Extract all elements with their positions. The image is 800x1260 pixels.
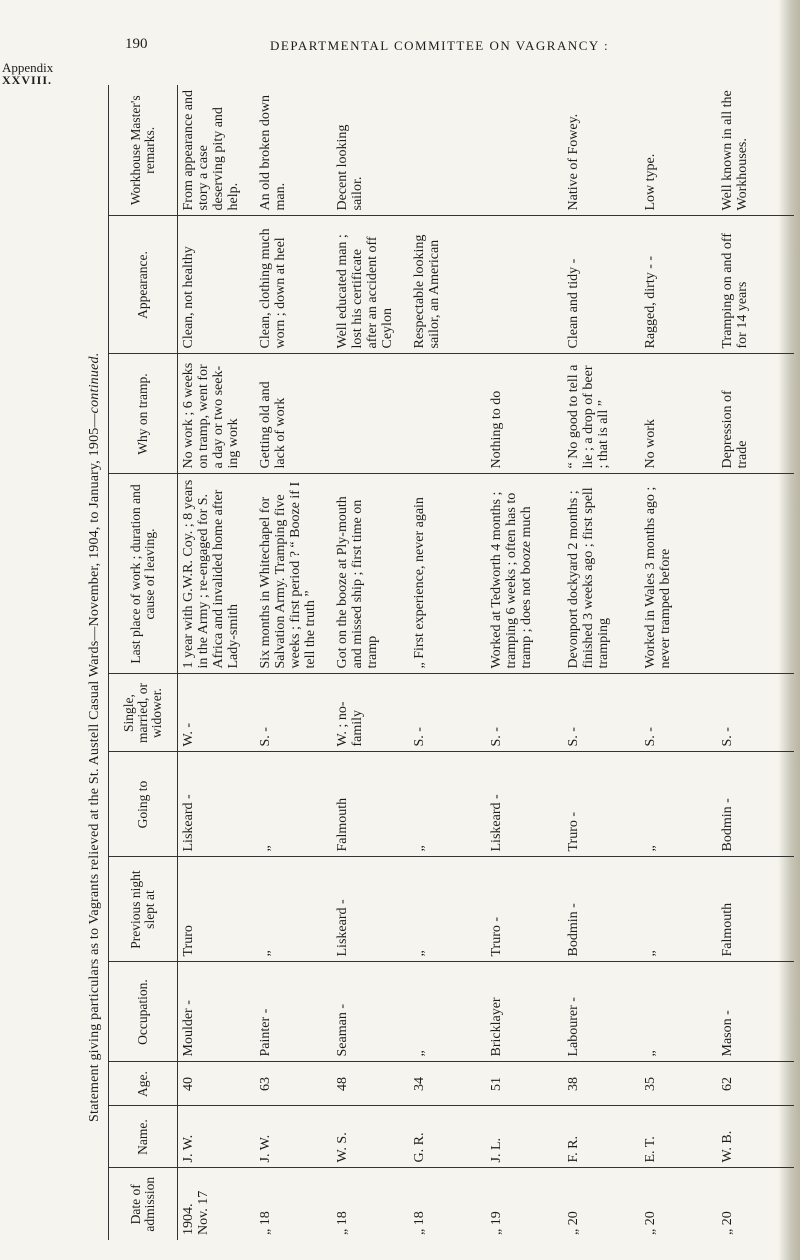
cell-going: „	[255, 752, 332, 857]
cell-why: No work	[640, 354, 717, 474]
cell-name: E. T.	[640, 1106, 717, 1168]
cell-appearance: Clean and tidy -	[563, 216, 640, 354]
cell-remarks	[486, 85, 563, 216]
cell-why	[409, 354, 486, 474]
cell-remarks: Low type.	[640, 85, 717, 216]
cell-appearance: Ragged, dirty - -	[640, 216, 717, 354]
cell-why: Getting old and lack of work	[255, 354, 332, 474]
cell-status: W. -	[178, 674, 255, 752]
cell-remarks: Well known in all the Workhouses.	[717, 85, 794, 216]
cell-age: 34	[409, 1062, 486, 1106]
cell-occupation: Seaman -	[332, 962, 409, 1062]
cell-age: 63	[255, 1062, 332, 1106]
table-row	[717, 85, 794, 1240]
cell-status: S. -	[255, 674, 332, 752]
cell-date: 1904. Nov. 17	[181, 1190, 211, 1235]
running-head: DEPARTMENTAL COMMITTEE ON VAGRANCY :	[270, 38, 610, 53]
cell-previous: Falmouth	[717, 857, 794, 962]
cell-going: „	[409, 752, 486, 857]
caption-continued: continued.	[87, 352, 102, 414]
table-row	[640, 85, 717, 1240]
cell-work: Six months in Whitechapel for Salvation Army. Tramping five weeks ; first period ? “ Booze if I tell the truth ”	[255, 474, 332, 674]
cell-name: F. R.	[563, 1106, 640, 1168]
cell-remarks	[409, 85, 486, 216]
cell-work: Got on the booze at Ply-mouth and missed ship ; first time on tramp	[332, 474, 409, 674]
col-header-name: Name.	[109, 1106, 178, 1168]
cell-name: W. S.	[332, 1106, 409, 1168]
cell-appearance: Tramping on and off for 14 years	[717, 216, 794, 354]
page-number: 190	[125, 36, 148, 52]
table-row	[563, 85, 640, 1240]
cell-date: „ 18	[257, 1211, 273, 1235]
cell-date: „ 18	[411, 1211, 427, 1235]
cell-name: J. W.	[255, 1106, 332, 1168]
cell-appearance: Respectable looking sailor, an American	[409, 216, 486, 354]
cell-appearance: Well educated man ; lost his certificate after an accident off Ceylon	[332, 216, 409, 354]
table-caption	[87, 42, 103, 1122]
col-header-work: Last place of work ; duration and cause of leaving.	[109, 474, 178, 674]
col-header-why: Why on tramp.	[109, 354, 178, 474]
cell-remarks: From appearance and story a case deserving pity and help.	[178, 85, 255, 216]
col-header-date: Date of admission	[109, 1168, 178, 1240]
cell-work: Worked in Wales 3 months ago ; never tramped before	[640, 474, 717, 674]
cell-status: S. -	[486, 674, 563, 752]
cell-name: G. R.	[409, 1106, 486, 1168]
col-header-status: Single, married, or widower.	[109, 674, 178, 752]
cell-work	[717, 474, 794, 674]
caption-main: Statement giving particulars as to Vagrants relieved at the St. Austell Casual Wards—November, 1904, to January, 1905—	[87, 413, 102, 1122]
cell-why	[332, 354, 409, 474]
cell-previous: „	[409, 857, 486, 962]
cell-age: 35	[640, 1062, 717, 1106]
cell-going: Liskeard -	[486, 752, 563, 857]
cell-going: Liskeard -	[178, 752, 255, 857]
appendix-number: XXVIII.	[2, 73, 53, 87]
vagrants-table	[108, 85, 788, 1240]
table-row	[255, 85, 332, 1240]
cell-work: Worked at Tedworth 4 months ; tramping 6 weeks ; often has to tramp ; does not booze much	[486, 474, 563, 674]
col-header-age: Age.	[109, 1062, 178, 1106]
cell-previous: Liskeard -	[332, 857, 409, 962]
cell-date: „ 20	[565, 1211, 581, 1235]
table-row	[178, 85, 255, 1240]
col-header-previous: Previous night slept at	[109, 857, 178, 962]
cell-remarks: Native of Fowey.	[563, 85, 640, 216]
cell-previous: Truro -	[486, 857, 563, 962]
cell-status: S. -	[409, 674, 486, 752]
cell-name: J. L.	[486, 1106, 563, 1168]
table-row	[332, 85, 409, 1240]
cell-occupation: Mason -	[717, 962, 794, 1062]
cell-name: W. B.	[717, 1106, 794, 1168]
cell-age: 51	[486, 1062, 563, 1106]
cell-appearance: Clean, clothing much worn ; down at heel	[255, 216, 332, 354]
cell-why: “ No good to tell a lie ; a drop of beer ; that is all ”	[563, 354, 640, 474]
cell-age: 38	[563, 1062, 640, 1106]
cell-going: „	[640, 752, 717, 857]
cell-why: Depression of trade	[717, 354, 794, 474]
cell-work: Devonport dockyard 2 months ; finished 3 weeks ago ; first spell tramping	[563, 474, 640, 674]
table-row	[486, 85, 563, 1240]
cell-date: „ 20	[642, 1211, 658, 1235]
cell-occupation: Labourer -	[563, 962, 640, 1062]
cell-previous: „	[255, 857, 332, 962]
cell-going: Falmouth	[332, 752, 409, 857]
cell-going: Bodmin -	[717, 752, 794, 857]
cell-remarks: Decent looking sailor.	[332, 85, 409, 216]
cell-appearance	[486, 216, 563, 354]
cell-occupation: Moulder -	[178, 962, 255, 1062]
cell-status: S. -	[717, 674, 794, 752]
cell-age: 48	[332, 1062, 409, 1106]
cell-name: J. W.	[178, 1106, 255, 1168]
cell-age: 62	[717, 1062, 794, 1106]
table-header-row	[109, 85, 178, 1240]
cell-date: „ 19	[488, 1211, 504, 1235]
cell-why: Nothing to do	[486, 354, 563, 474]
cell-work: 1 year with G.W.R. Coy. ; 8 years in the Army ; re-engaged for S. Africa and invalided home after Lady-smith	[178, 474, 255, 674]
cell-occupation: Bricklayer	[486, 962, 563, 1062]
cell-status: S. -	[640, 674, 717, 752]
cell-previous: „	[640, 857, 717, 962]
cell-occupation: „	[409, 962, 486, 1062]
vagrants-table-grid	[108, 85, 794, 1240]
cell-status: W. ; no-family	[332, 674, 409, 752]
cell-age: 40	[178, 1062, 255, 1106]
table-row	[409, 85, 486, 1240]
cell-occupation: „	[640, 962, 717, 1062]
cell-appearance: Clean, not healthy	[178, 216, 255, 354]
cell-date: „ 20	[719, 1211, 735, 1235]
appendix-label	[2, 62, 53, 86]
cell-previous: Bodmin -	[563, 857, 640, 962]
cell-status: S. -	[563, 674, 640, 752]
cell-previous: Truro	[178, 857, 255, 962]
cell-occupation: Painter -	[255, 962, 332, 1062]
cell-work: „ First experience, never again	[409, 474, 486, 674]
cell-date: „ 18	[334, 1211, 350, 1235]
appendix-word: Appendix	[2, 60, 54, 75]
cell-remarks: An old broken down man.	[255, 85, 332, 216]
col-header-going: Going to	[109, 752, 178, 857]
cell-going: Truro -	[563, 752, 640, 857]
col-header-occupation: Occupation.	[109, 962, 178, 1062]
col-header-appearance: Appearance.	[109, 216, 178, 354]
col-header-remarks: Workhouse Master's remarks.	[109, 85, 178, 216]
cell-why: No work ; 6 weeks on tramp, went for a day or two seek-ing work	[178, 354, 255, 474]
